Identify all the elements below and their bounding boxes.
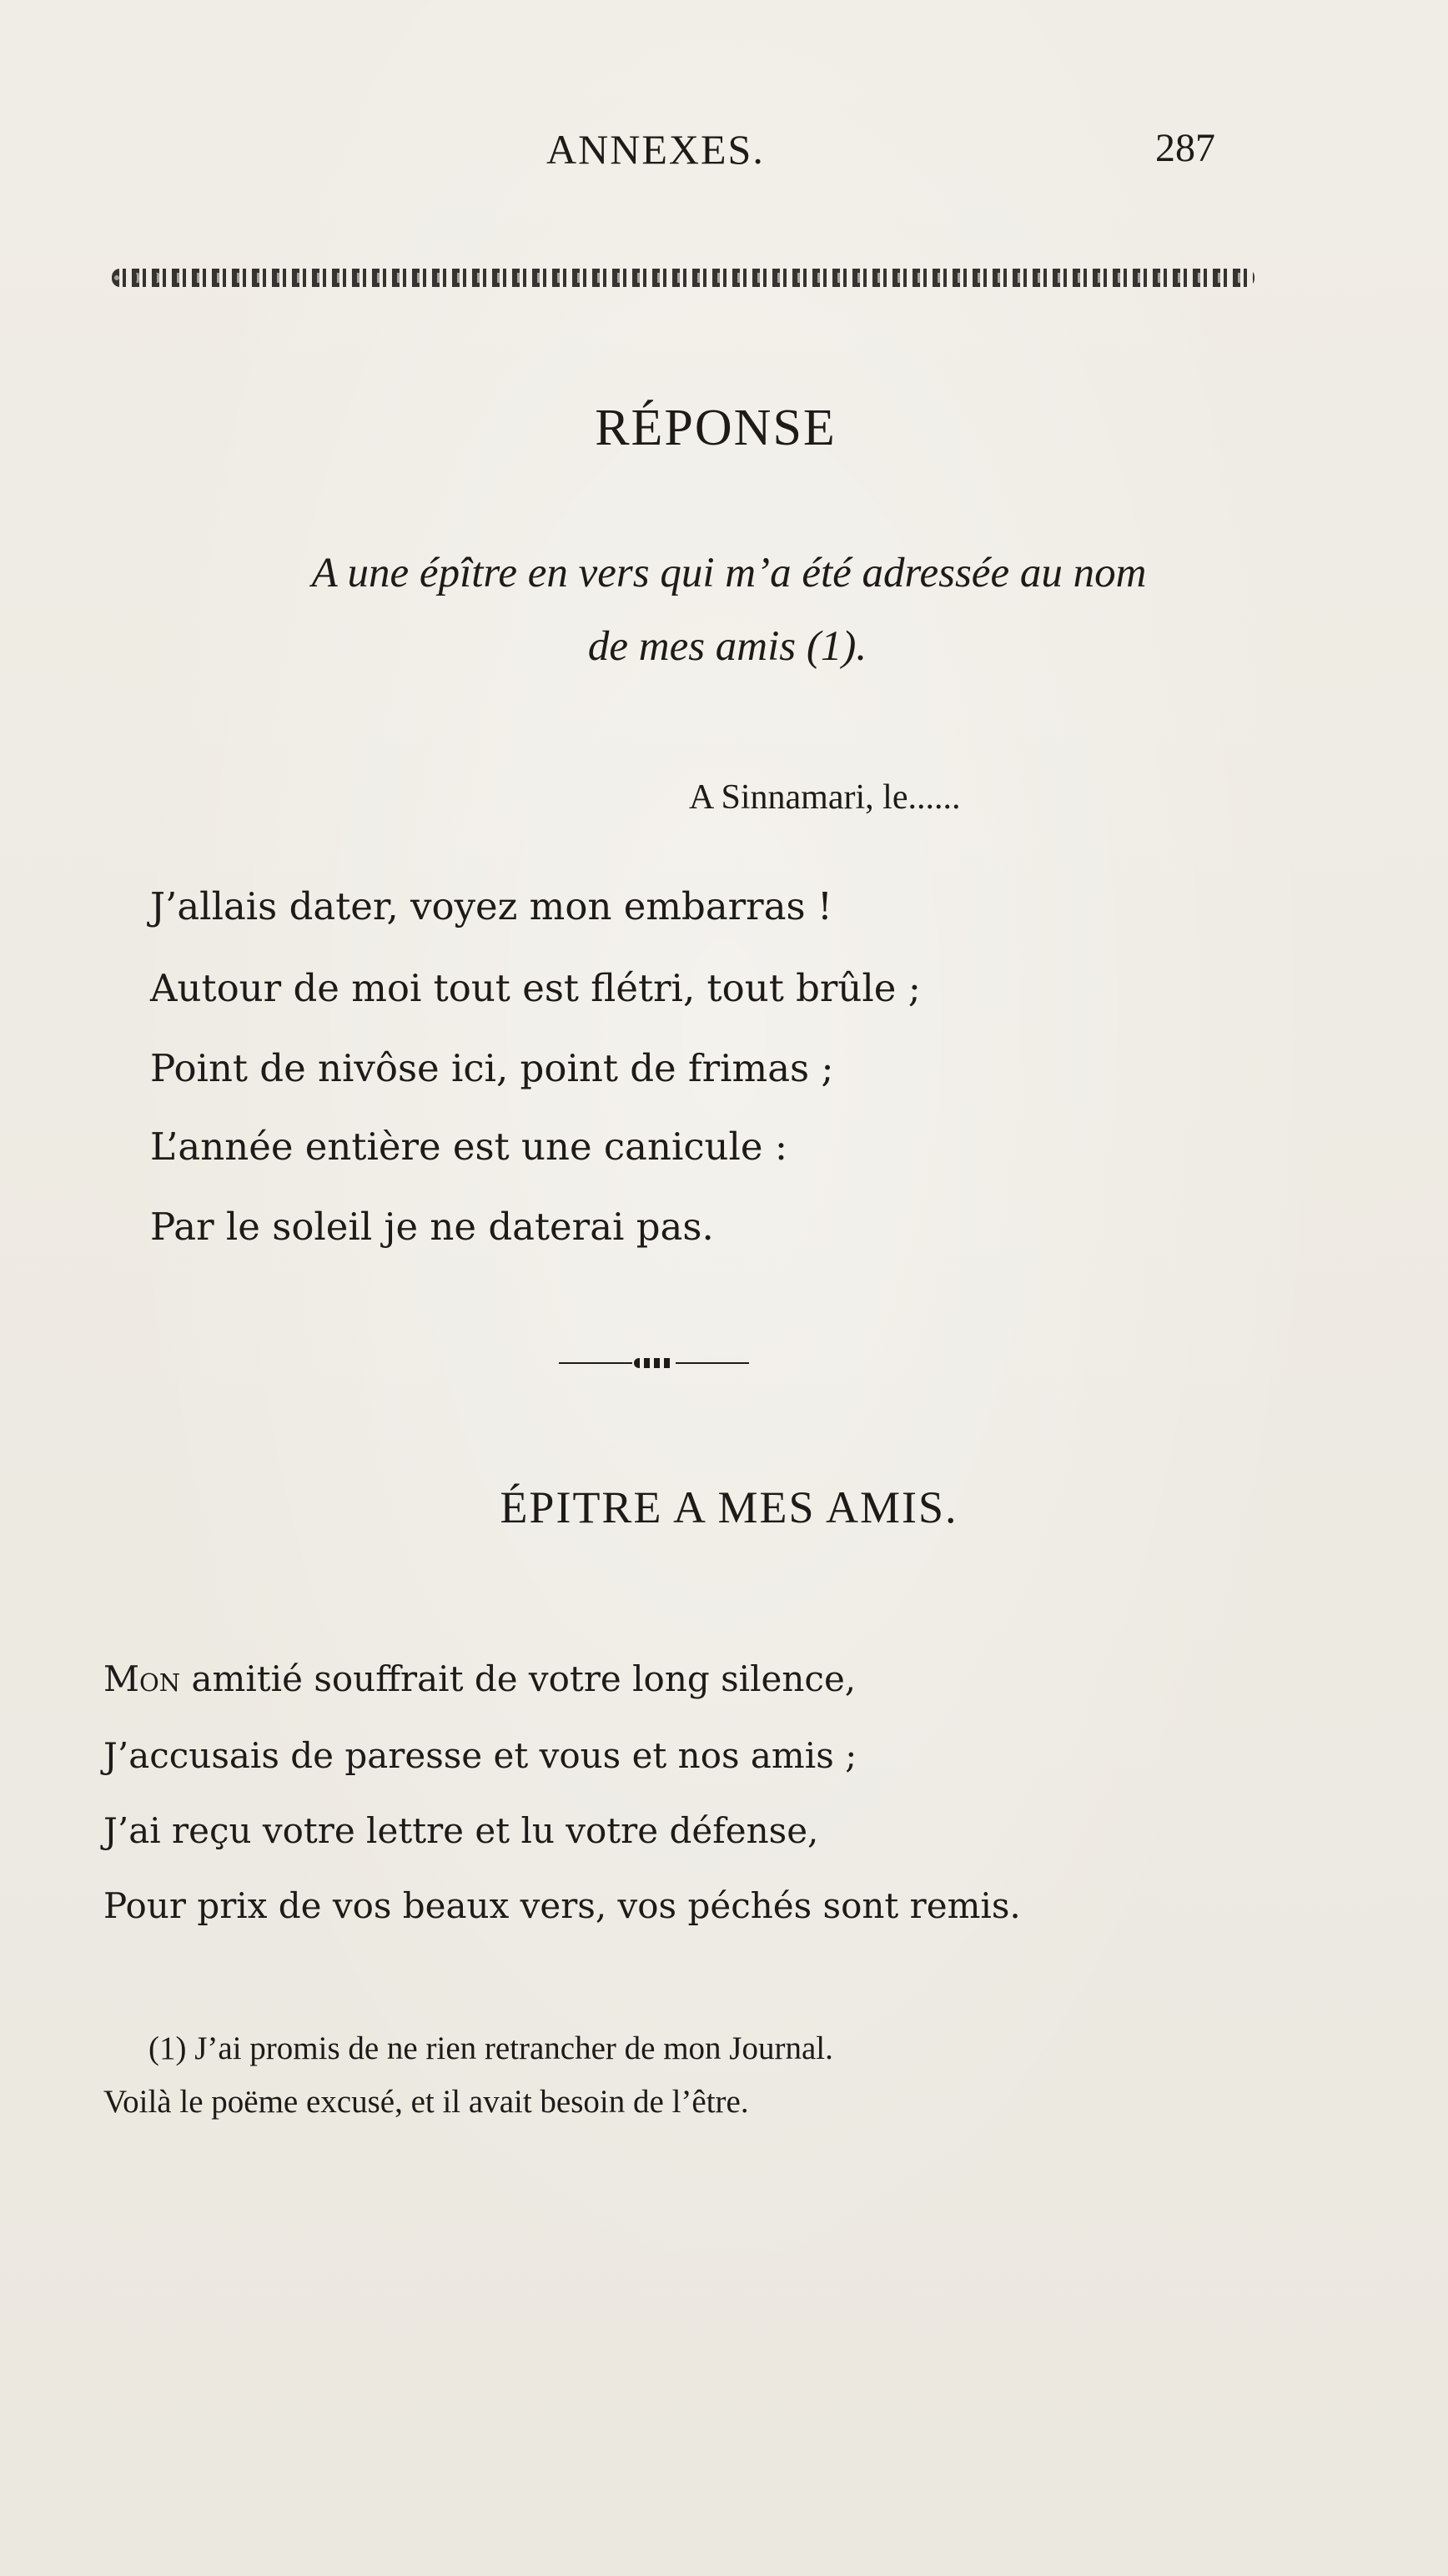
reponse-verse-line: J’allais dater, voyez mon embarras ! — [150, 884, 832, 928]
divider-rule — [676, 1362, 749, 1364]
epitre-verse-line — [103, 1658, 856, 1699]
divider-rule — [559, 1362, 632, 1364]
footnote-line-2: Voilà le poëme excusé, et il avait besoin de l’être. — [103, 2084, 749, 2120]
epitre-first-line-rest: amitié souffrait de votre long silence, — [180, 1658, 857, 1699]
footnote-line-1: (1) J’ai promis de ne rien retrancher de mon Journal. — [148, 2030, 833, 2066]
reponse-subtitle-line-1: A une épître en vers qui m’a été adressée au nom — [311, 550, 1147, 596]
dateline: A Sinnamari, le...... — [689, 778, 961, 817]
running-head — [0, 125, 1448, 175]
reponse-title: RÉPONSE — [595, 400, 837, 456]
reponse-verse-line: Par le soleil je ne daterai pas. — [150, 1205, 714, 1249]
reponse-subtitle-line-2: de mes amis (1). — [587, 623, 867, 670]
divider-ornament — [634, 1358, 674, 1368]
section-divider — [559, 1358, 749, 1368]
reponse-verse-line: Point de nivôse ici, point de frimas ; — [150, 1046, 834, 1090]
epitre-first-word: Mon — [103, 1658, 181, 1699]
reponse-verse-line: L’année entière est une canicule : — [150, 1124, 788, 1169]
epitre-title: ÉPITRE A MES AMIS. — [500, 1482, 958, 1532]
epitre-verse-line: Pour prix de vos beaux vers, vos péchés sont remis. — [103, 1885, 1021, 1926]
ornamental-border — [112, 269, 1254, 287]
epitre-verse-line: J’accusais de paresse et vous et nos amis ; — [103, 1735, 857, 1776]
reponse-verse-line: Autour de moi tout est flétri, tout brûle ; — [150, 966, 921, 1010]
page-number: 287 — [1155, 126, 1215, 170]
epitre-verse-line: J’ai reçu votre lettre et lu votre défense, — [103, 1810, 819, 1851]
running-title: ANNEXES. — [546, 126, 765, 173]
